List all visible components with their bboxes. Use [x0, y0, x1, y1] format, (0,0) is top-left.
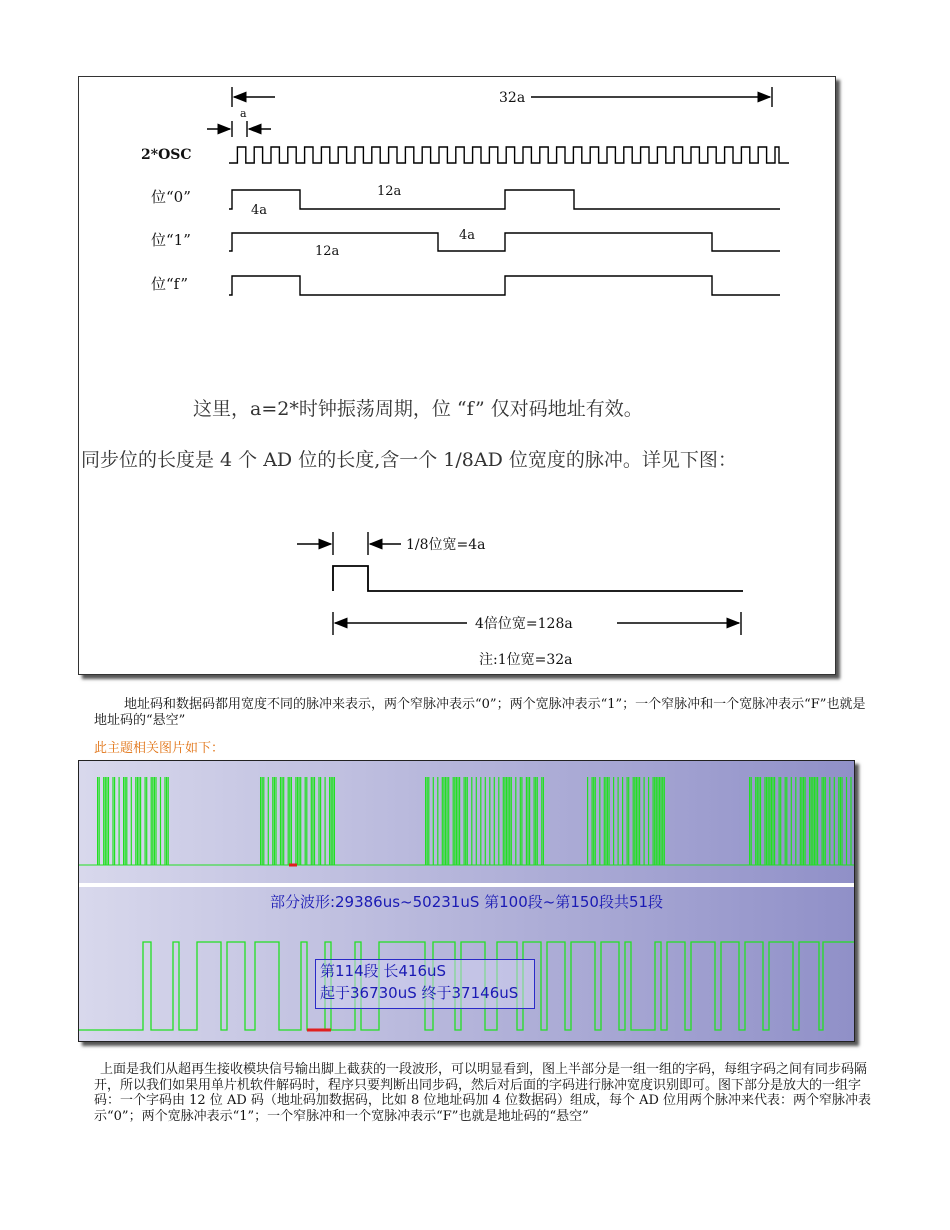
overview-pulse: [509, 777, 510, 865]
overview-pulse: [453, 777, 454, 865]
overview-pulse: [829, 777, 830, 865]
overview-pulse: [785, 777, 786, 865]
overview-pulse: [595, 777, 596, 865]
overview-pulse: [318, 777, 319, 865]
overview-pulse: [272, 777, 273, 865]
overview-pulse: [454, 777, 455, 865]
overview-pulse: [636, 777, 637, 865]
overview-pulse: [103, 777, 104, 865]
overview-pulse: [515, 777, 516, 865]
zoom-caption: 部分波形:29386us~50231uS 第100段~第150段共51段: [269, 893, 664, 911]
overview-pulse: [506, 777, 507, 865]
overview-pulse: [325, 777, 326, 865]
bitf-label: 位“f”: [151, 275, 188, 293]
overview-pulse: [126, 777, 127, 865]
bit0-wide-label: 12a: [377, 184, 402, 199]
overview-pulse: [108, 777, 109, 865]
overview-pulse: [105, 777, 106, 865]
overview-pulse: [834, 777, 835, 865]
overview-pulse: [599, 777, 600, 865]
overview-pulse: [295, 777, 296, 865]
overview-pulse: [146, 777, 147, 865]
bit1-label: 位“1”: [151, 231, 191, 249]
overview-pulse: [607, 777, 608, 865]
overview-pulse: [428, 777, 429, 865]
overview-pulse: [459, 777, 460, 865]
paragraph-2: 上面是我们从超再生接收模块信号输出脚上截获的一段波形，可以明显看到，图上半部分是一组一组的字码，每组字码之间有同步码隔开，所以我们如果用单片机软件解码时，程序只要判断出同步码，然后对后面的字码进行脉冲宽度识别即可。图下部分是放大的一组字码：一个字码由 12 位 AD 码（地址码加数据码，比如 8 位地址码加 4 位数据码）组成，每个 AD 位用两个脉冲来代表：两个窄脉冲表示“0”；两个宽脉冲表示“1”；一个窄脉冲和一个宽脉冲表示“F”也就是地址码的“悬空”: [94, 1062, 872, 1124]
overview-pulse: [140, 777, 141, 865]
overview-pulse: [297, 777, 298, 865]
bit0-waveform: [229, 190, 780, 209]
overview-pulse: [168, 777, 169, 865]
overview-pulse: [841, 777, 842, 865]
overview-pulse: [314, 777, 315, 865]
overview-pulse: [465, 777, 466, 865]
overview-pulse: [609, 777, 610, 865]
overview-pulse: [260, 777, 261, 865]
timing-diagram-figure: [78, 76, 836, 675]
overview-pulse: [653, 777, 654, 865]
overview-pulse: [291, 777, 292, 865]
overview-pulse: [780, 777, 781, 865]
overview-pulse: [521, 777, 522, 865]
overview-pulse: [771, 777, 772, 865]
waveform-capture-figure: [78, 760, 855, 1042]
overview-pulse: [825, 777, 826, 865]
overview-pulse: [274, 777, 275, 865]
overview-pulse: [114, 777, 115, 865]
overview-pulse: [160, 777, 161, 865]
overview-pulse: [456, 777, 457, 865]
overview-pulse: [627, 777, 628, 865]
a-label: a: [240, 107, 247, 120]
overview-pulse: [480, 777, 481, 865]
overview-pulse: [795, 777, 796, 865]
overview-pulse: [282, 777, 283, 865]
overview-pulse: [164, 777, 165, 865]
paragraph-1: 地址码和数据码都用宽度不同的脉冲来表示，两个窄脉冲表示“0”；两个宽脉冲表示“1”；一个窄脉冲和一个宽脉冲表示“F”也就是地址码的“悬空”: [94, 697, 866, 728]
overview-pulse: [613, 777, 614, 865]
overview-pulse: [119, 777, 120, 865]
overview-pulse: [535, 777, 536, 865]
overview-pulse: [639, 777, 640, 865]
panel-divider: [79, 883, 854, 887]
overview-pulse: [262, 777, 263, 865]
related-pictures-label: 此主题相关图片如下：: [94, 741, 225, 756]
overview-pulse: [662, 777, 663, 865]
overview-pulse: [427, 777, 428, 865]
overview-pulse: [803, 777, 804, 865]
overview-pulse: [537, 777, 538, 865]
overview-pulse: [99, 777, 100, 865]
overview-pulse: [125, 777, 126, 865]
overview-pulse: [634, 777, 635, 865]
overview-pulse: [604, 777, 605, 865]
overview-pulse: [838, 777, 839, 865]
overview-pulse: [312, 777, 313, 865]
overview-pulse: [840, 777, 841, 865]
overview-pulse: [534, 777, 535, 865]
overview-pulse: [329, 777, 330, 865]
segment-info-line2: 起于36730uS 终于37146uS: [320, 984, 519, 1002]
overview-pulse: [476, 777, 477, 865]
overview-pulse: [809, 777, 810, 865]
bit1-narrow-label: 4a: [459, 228, 476, 243]
overview-pulse: [817, 777, 818, 865]
overview-pulse: [618, 777, 619, 865]
overview-pulse: [112, 777, 113, 865]
overview-pulse: [288, 777, 289, 865]
sync-total-label: 4倍位宽=128a: [475, 616, 573, 632]
overview-pulse: [306, 777, 307, 865]
overview-pulse: [123, 777, 124, 865]
segment-info-line1: 第114段 长416uS: [320, 962, 447, 980]
overview-pulse: [749, 777, 750, 865]
overview-pulse: [772, 777, 773, 865]
overview-pulse: [166, 777, 167, 865]
overview-pulse: [511, 777, 512, 865]
overview-pulse: [764, 777, 765, 865]
overview-pulse: [137, 777, 138, 865]
overview-pulse: [605, 777, 606, 865]
overview-pulse: [289, 777, 290, 865]
overview-pulse: [504, 777, 505, 865]
bitf-waveform: [229, 276, 780, 295]
overview-pulse: [494, 777, 495, 865]
overview-pulse: [757, 777, 758, 865]
overview-pulse: [812, 777, 813, 865]
overview-pulse: [543, 777, 544, 865]
overview-pulse: [299, 777, 300, 865]
overview-pulse: [774, 777, 775, 865]
overview-pulse: [334, 777, 335, 865]
overview-pulse: [657, 777, 658, 865]
overview-pulse: [791, 777, 792, 865]
overview-pulse: [648, 777, 649, 865]
overview-pulse: [485, 777, 486, 865]
overview-pulse: [656, 777, 657, 865]
overview-pulse: [805, 777, 806, 865]
overview-pulse: [138, 777, 139, 865]
overview-pulse: [442, 777, 443, 865]
overview-pulse: [498, 777, 499, 865]
overview-pulse: [760, 777, 761, 865]
overview-pulse: [659, 777, 660, 865]
sync-waveform: [333, 566, 743, 591]
overview-pulse: [587, 777, 588, 865]
overview-pulse: [644, 777, 645, 865]
overview-pulse: [447, 777, 448, 865]
overview-pulse: [664, 777, 665, 865]
overview-pulse: [815, 777, 816, 865]
overview-pulse: [464, 777, 465, 865]
overview-pulse: [769, 777, 770, 865]
overview-pulse: [151, 777, 152, 865]
bit1-wide-label: 12a: [315, 244, 340, 259]
overview-pulse: [527, 777, 528, 865]
segment-info-box: [315, 959, 535, 1009]
bit0-narrow-label: 4a: [251, 203, 268, 218]
overview-pulse: [661, 777, 662, 865]
overview-pulse: [445, 777, 446, 865]
overview-pulse: [786, 777, 787, 865]
overview-pulse: [811, 777, 812, 865]
timing-diagram-svg: [79, 77, 835, 674]
overview-pulse: [755, 777, 756, 865]
overview-pulse: [801, 777, 802, 865]
bit1-waveform: [229, 233, 780, 251]
overview-pulse: [457, 777, 458, 865]
overview-pulse: [541, 777, 542, 865]
overview-pulse: [425, 777, 426, 865]
overview-pulse: [263, 777, 264, 865]
osc-waveform: [229, 147, 789, 163]
overview-pulse: [331, 777, 332, 865]
overview-pulse: [766, 777, 767, 865]
overview-pulse: [758, 777, 759, 865]
overview-pulse: [433, 777, 434, 865]
overview-pulse: [508, 777, 509, 865]
overview-pulse: [800, 777, 801, 865]
overview-pulse: [467, 777, 468, 865]
overview-pulse: [768, 777, 769, 865]
sync-note: 注:1位宽=32a: [479, 652, 573, 668]
overview-pulse: [637, 777, 638, 865]
overview-pulse: [628, 777, 629, 865]
overview-pulse: [529, 777, 530, 865]
overview-pulse: [471, 777, 472, 865]
overview-pulse: [633, 777, 634, 865]
sync-pulse-label: 1/8位宽=4a: [406, 537, 486, 553]
overview-pulse: [520, 777, 521, 865]
overview-pulse: [437, 777, 438, 865]
overview-pulse: [97, 777, 98, 865]
overview-pulse: [152, 777, 153, 865]
overview-pulse: [305, 777, 306, 865]
overview-pulse: [850, 777, 851, 865]
overview-pulse: [822, 777, 823, 865]
note-line2: 同步位的长度是 4 个 AD 位的长度,含一个 1/8AD 位宽度的脉冲。详见下图：: [81, 449, 737, 471]
overview-pulse: [654, 777, 655, 865]
bit0-label: 位“0”: [151, 188, 191, 206]
overview-pulse: [526, 777, 527, 865]
overview-pulse: [320, 777, 321, 865]
overview-pulse: [779, 777, 780, 865]
overview-pulse: [823, 777, 824, 865]
overview-pulse: [283, 777, 284, 865]
overview-pulse: [489, 777, 490, 865]
overview-pulse: [503, 777, 504, 865]
span-label: 32a: [499, 90, 526, 106]
overview-pulse: [155, 777, 156, 865]
overview-pulse: [443, 777, 444, 865]
note-line1: 这里，a=2*时钟振荡周期，位 “f” 仅对码地址有效。: [193, 398, 643, 420]
overview-pulse: [622, 777, 623, 865]
overview-pulse: [135, 777, 136, 865]
overview-pulse: [846, 777, 847, 865]
overview-pulse: [268, 777, 269, 865]
overview-pulse: [280, 777, 281, 865]
overview-pulse: [448, 777, 449, 865]
overview-pulse: [145, 777, 146, 865]
overview-pulse: [332, 777, 333, 865]
overview-pulse: [311, 777, 312, 865]
overview-pulse: [592, 777, 593, 865]
overview-pulse: [131, 777, 132, 865]
overview-pulse: [275, 777, 276, 865]
overview-pulse: [300, 777, 301, 865]
osc-label: 2*OSC: [141, 147, 192, 163]
overview-pulse: [154, 777, 155, 865]
overview-pulse: [751, 777, 752, 865]
overview-pulse: [593, 777, 594, 865]
overview-pulse: [814, 777, 815, 865]
overview-pulse: [106, 777, 107, 865]
